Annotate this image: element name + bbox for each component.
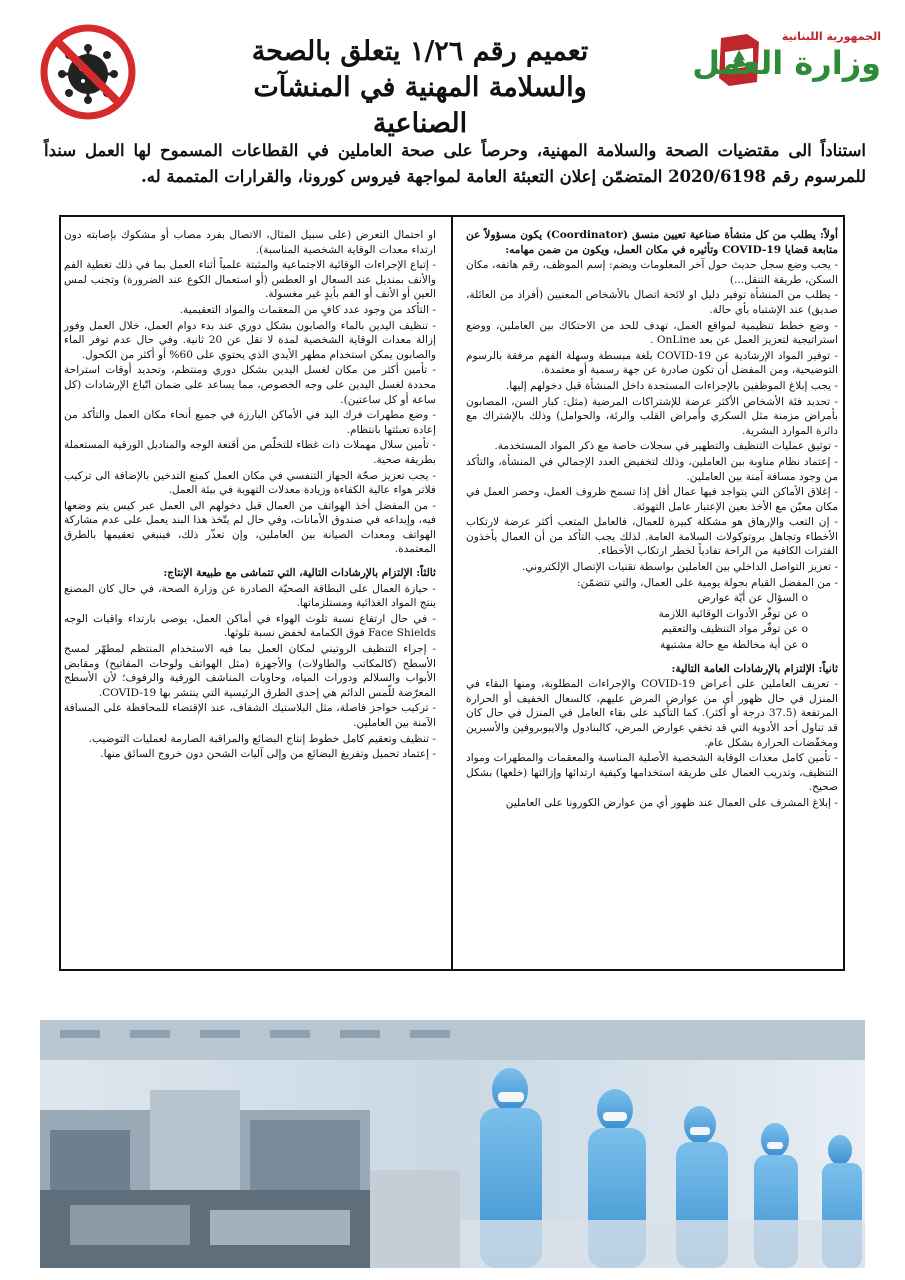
section-3-heading: ثالثاً: الإلتزام بالإرشادات التالية، التي تتماشى مع طبيعة الإنتاج: xyxy=(163,567,436,580)
spacer xyxy=(466,654,838,662)
list-item: - في حال ارتفاع نسبة تلوث الهواء في أماكن العمل، يوصى بارتداء واقيات الوجه Face Shields فوق الكمامة لخفض نسبة تلوثها. xyxy=(64,612,436,640)
list-item: - إن التعب والإرهاق هو مشكلة كبيرة للعمال، فالعامل المتعب أكثر عرضة لارتكاب الأخطاء وتجاهل بروتوكولات السلامة العامة. لذلك يجب التأكد من أن العمال يأخذون الفترات الكافية من الراحة تفادياً لخطر ارتكاب الأخطاء. xyxy=(466,516,838,558)
list-item: - إعتماد نظام مناوبة بين العاملين، وذلك لتخفيض العدد الإجمالي في المنشأة، والتأكد من وجود مسافة آمنة بين العاملين. xyxy=(466,455,838,483)
list-item: - من المفضل القيام بجولة يومية على العمال، والتي تتضمّن: xyxy=(577,576,838,589)
list-item: - تعريف العاملين على أعراض COVID-19 والإجراءات المطلوبة، ومنها البقاء في المنزل في حال ظهور أي من عوارض المرض عليهم، كالسعال الخفيف أو الحرارة المرتفعة (37.5 درجة أو أكثر). كما التأكيد على بقاء العامل في المنزل في حال كان قد تناول أحد الأدوية التي قد تخفي عوارض المرض، كالبنادول والايبوبروفين والأسبرين ومخفّضات الحرارة بشكل عام. xyxy=(466,678,838,749)
page-title xyxy=(210,34,630,142)
no-virus-icon xyxy=(38,22,138,122)
list-item: - وضع مطهرات فرك اليد في الأماكن البارزة في جميع أنحاء مكان العمل والتأكد من إعادة تعبئتها بانتظام. xyxy=(64,409,436,436)
list-item: - التأكد من وجود عدد كافٍ من المعقمات والمواد التعقيمية. xyxy=(179,303,436,316)
list-item: - توثيق عمليات التنظيف والتطهير في سجلات خاصة مع ذكر المواد المستخدمة. xyxy=(494,440,838,453)
list-item: - يجب تعزيز صحّة الجهاز التنفسي في مكان العمل كمنع التدخين بالإضافة الى تركيب فلاتر هواء عالية الكفاءة وزيادة معدلات التهوية في بيئة العمل. xyxy=(64,469,436,497)
sub-list-item: o عن توفّر مواد التنظيف والتعقيم xyxy=(661,623,808,636)
list-item: - إتباع الإجراءات الوقائية الاجتماعية والمثبتة علمياً أثناء العمل بما في ذلك تغطية الفم والأنف بمنديل عند السعال او العطس (أو استعمال الكوع عند الضرورة) وتجنب لمس العين أو الأنف أو الفم بأيدٍ غير مغسولة. xyxy=(64,259,436,301)
logo-ministry-text: وزارة العمل xyxy=(692,44,881,82)
list-item: - تأمين أكثر من مكان لغسل اليدين بشكل دوري ومنتظم، وتحديد أوقات استراحة محددة لغسل اليدين على وجه الخصوص، مما يساعد على ضمان اتّباع الإرشادات (كل ساعة أو كل ساعتين). xyxy=(64,364,436,406)
spacer xyxy=(64,558,436,566)
list-item: - من المفضل أخذ الهواتف من العمال قبل دخولهم الى العمل عبر كيس يتم وضعها فيه، وإيداعه في صندوق الأمانات، وفي حال لم يتّخذ هذا البند يعمل على عدم مشاركة الهواتف ومعدات الصيانة بين العاملين، وإن تعذّر ذلك، فينبغي تعقيمها بالطرق المعتمدة. xyxy=(64,499,436,556)
section-1-heading: أولاً: يطلب من كل منشأة صناعية تعيين منسق (Coordinator) يكون مسؤولاً عن متابعة قضايا COVID-19 وتأثيره في مكان العمل، ويكون من ضمن مهامه: xyxy=(466,229,838,256)
logo-country-text: الجمهورية اللبنانية xyxy=(781,30,881,43)
title-line-2: والسلامة المهنية في المنشآت الصناعية xyxy=(253,72,587,139)
right-column xyxy=(466,228,838,812)
column-divider xyxy=(451,215,453,971)
list-item: - تعزيز التواصل الداخلي بين العاملين بواسطة تقنيات الإتصال الإلكتروني. xyxy=(521,561,838,574)
intro-paragraph: استناداً الى مقتضيات الصحة والسلامة المهنية، وحرصاً على صحة العاملين في القطاعات المسموح لها العمل سنداً للمرسوم رقم 2020/6198 المتضمّن إعلان التعبئة العامة لمواجهة فيروس كورونا، والقرارات المتممة له. xyxy=(44,141,866,186)
sub-list-item: o عن توفّر الأدوات الوقائية اللازمة xyxy=(658,607,808,620)
list-item: - إعتماد تحميل وتفريغ البضائع من وإلى آليات الشحن دون خروج السائق منها. xyxy=(100,748,436,761)
list-item: - يجب وضع سجل حديث حول آخر المعلومات ويضم: إسم الموظف، رقم هاتفه، مكان السكن، طريقة التنقل...) xyxy=(466,259,838,286)
list-item: - تحديد فئة الأشخاص الأكثر عرضة للإشتراكات المرضية (مثل: كبار السن، المصابون بأمراض مزمنة مثل السكري وأمراض القلب والرئة، والحوامل) وذلك بالإشتراك مع دائرة الموارد البشرية. xyxy=(466,395,838,437)
list-item: - إجراء التنظيف الروتيني لمكان العمل بما فيه الاستخدام المنتظم لمطهّر لمسح الأسطح (كالمكاتب والطاولات) والأجهزة (مثل الهواتف ولوحات المفاتيح) ومقابض الأبواب والسلالم ودورات المياه، وحاويات المناشف الورقية والرفوف؛ لأن الأسطح المعرّضة للّمس الدائم هي إحدى الطرق الرئيسية التي ينتشر بها COVID-19. xyxy=(64,643,436,699)
ministry-logo xyxy=(681,28,881,98)
list-item: - حيازة العمال على البطاقة الصحيّة الصادرة عن وزارة الصحة، في حال كان المصنع ينتج المواد الغذائية ومستلزماتها. xyxy=(64,582,436,610)
list-item: - يطلب من المنشأة توفير دليل او لائحة اتصال بالأشخاص المعنيين (أفراد من العائلة، صديق) عند الإشتباه بأي حالة. xyxy=(466,289,838,316)
list-item: - إبلاغ المشرف على العمال عند ظهور أي من عوارض الكورونا على العاملين xyxy=(505,796,838,809)
list-item: - يجب إبلاغ الموظفين بالإجراءات المستجدة داخل المنشأة قبل دخولهم إليها. xyxy=(505,379,838,392)
section-2-heading: ثانياً: الإلتزام بالإرشادات العامة التالية: xyxy=(671,662,838,675)
title-line-1: تعميم رقم ١/٢٦ يتعلق بالصحة xyxy=(251,36,589,67)
list-item: - تأمين كامل معدات الوقاية الشخصية الأصلية المناسبة والمعقمات والمطهرات ومواد التنظيف، وتدريب العمال على طريقة استخدامها وكيفية ارتدائها وإزالتها (خلعها) بشكل صحيح. xyxy=(466,752,838,794)
list-item: - وضع خطط تنظيمية لمواقع العمل، تهدف للحد من الاحتكاك بين العاملين، ووضع استراتيجية لتعزيز العمل عن بعد OnLine . xyxy=(466,319,838,347)
sub-list-item: o السؤال عن أيّة عوارض xyxy=(697,592,808,605)
list-item: - توفير المواد الإرشادية عن COVID-19 بلغة مبسطة وسهلة الفهم مرفقة بالرسوم التوضيحية، ومن المفضل أن تكون صادرة عن جهة رسمية أو معتمدة. xyxy=(466,349,838,377)
list-item: او احتمال التعرض (على سبيل المثال، الاتصال بفرد مصاب أو مشكوك بإصابته دون ارتداء معدات الوقاية الشخصية المناسبة). xyxy=(64,229,436,256)
list-item: - تركيب حواجز فاصلة، مثل البلاستيك الشفاف، عند الإقتضاء للمحافظة على المسافة الآمنة بين العاملين. xyxy=(64,702,436,729)
factory-workers-photo xyxy=(40,1020,865,1268)
list-item: - تنظيف وتعقيم كامل خطوط إنتاج البضائع والمراقبة الصارمة لعمليات التوضيب. xyxy=(88,732,436,745)
list-item: - تنظيف اليدين بالماء والصابون بشكل دوري عند بدء دوام العمل، خلال العمل وفور إزالة معدات الوقاية الشخصية لمدة لا تقل عن 20 ثانية. وفي حال عدم توفر الماء والصابون يمكن استخدام مطهر الأيدي الذي يحتوي على 60% أو أكثر من الكحول. xyxy=(64,319,436,361)
list-item: - تأمين سلال مهملات ذات غطاء للتخلّص من أقنعة الوجه والمناديل الورقية المستعملة بطريقة صحية. xyxy=(64,439,436,466)
sub-list-item: o عن أية مخالطة مع حالة مشتبهة xyxy=(660,639,808,652)
list-item: - إغلاق الأماكن التي يتواجد فيها عمال أقل إذا تسمح ظروف العمل، وحصر العمل في مكان معيّن مع الأخذ بعين الإعتبار عامل التهوئة. xyxy=(466,486,838,513)
left-column xyxy=(64,228,436,763)
